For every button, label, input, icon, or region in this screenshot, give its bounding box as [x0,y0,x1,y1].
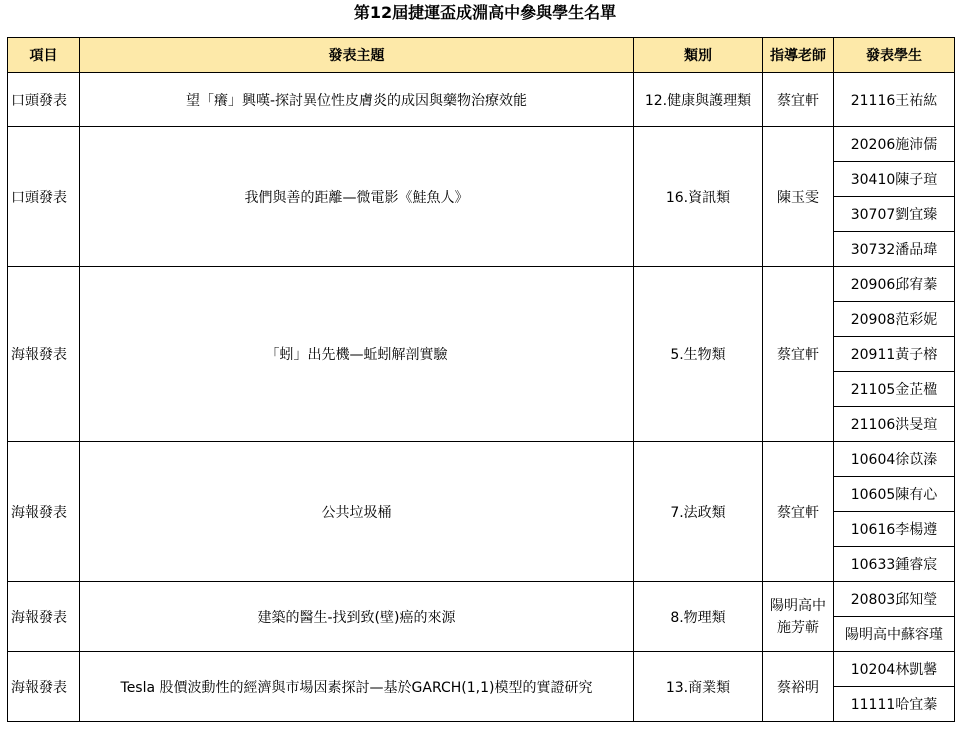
teacher-school: 陽明高中 [770,597,826,614]
student-cell: 30410陳子瑄 [834,162,955,197]
category-cell: 7.法政類 [634,442,763,582]
table-row [8,582,955,617]
student-cell: 20803邱知瑩 [834,582,955,617]
category-cell: 16.資訊類 [634,127,763,267]
table-row [8,73,955,127]
header-topic: 發表主題 [80,38,634,73]
table-header-row [8,38,955,73]
teacher-cell: 陳玉雯 [763,127,834,267]
student-cell: 10604徐苡溱 [834,442,955,477]
student-list-table [7,37,955,722]
item-cell: 海報發表 [8,267,80,442]
topic-cell: 公共垃圾桶 [80,442,634,582]
item-cell: 海報發表 [8,652,80,722]
table-row [8,652,955,687]
student-cell: 21106洪旻瑄 [834,407,955,442]
teacher-name: 施芳蕲 [777,619,819,636]
teacher-cell [763,582,834,652]
teacher-cell: 蔡宜軒 [763,267,834,442]
topic-cell: 望「癢」興嘆-探討異位性皮膚炎的成因與藥物治療效能 [80,73,634,127]
page-title: 第12屆捷運盃成淵高中參與學生名單 [353,3,617,22]
student-cell: 30707劉宜臻 [834,197,955,232]
student-cell: 20906邱宥蓁 [834,267,955,302]
student-cell: 10616李楊遵 [834,512,955,547]
student-cell: 20911黃子榕 [834,337,955,372]
table-row [8,127,955,162]
category-cell: 12.健康與護理類 [634,73,763,127]
category-cell: 5.生物類 [634,267,763,442]
student-cell: 20206施沛儒 [834,127,955,162]
topic-cell: 我們與善的距離—微電影《鮭魚人》 [80,127,634,267]
item-cell: 海報發表 [8,582,80,652]
category-cell: 8.物理類 [634,582,763,652]
table-row [8,267,955,302]
topic-cell: 建築的醫生-找到致(壁)癌的來源 [80,582,634,652]
student-cell: 10204林凱馨 [834,652,955,687]
item-cell: 口頭發表 [8,127,80,267]
student-cell: 21105金芷楹 [834,372,955,407]
topic-cell: Tesla 股價波動性的經濟與市場因素探討—基於GARCH(1,1)模型的實證研究 [80,652,634,722]
student-cell: 10633鍾睿宸 [834,547,955,582]
student-cell: 21116王祐紘 [834,73,955,127]
item-cell: 海報發表 [8,442,80,582]
header-students: 發表學生 [834,38,955,73]
student-cell: 20908范彩妮 [834,302,955,337]
student-cell: 陽明高中蘇容瑾 [834,617,955,652]
student-cell: 30732潘品瑋 [834,232,955,267]
teacher-cell: 蔡宜軒 [763,442,834,582]
category-cell: 13.商業類 [634,652,763,722]
student-cell: 11111哈宜蓁 [834,687,955,722]
header-category: 類別 [634,38,763,73]
table-row [8,442,955,477]
header-item: 項目 [8,38,80,73]
teacher-cell: 蔡裕明 [763,652,834,722]
topic-cell: 「蚓」出先機—蚯蚓解剖實驗 [80,267,634,442]
header-teacher: 指導老師 [763,38,834,73]
student-cell: 10605陳有心 [834,477,955,512]
teacher-cell: 蔡宜軒 [763,73,834,127]
item-cell: 口頭發表 [8,73,80,127]
